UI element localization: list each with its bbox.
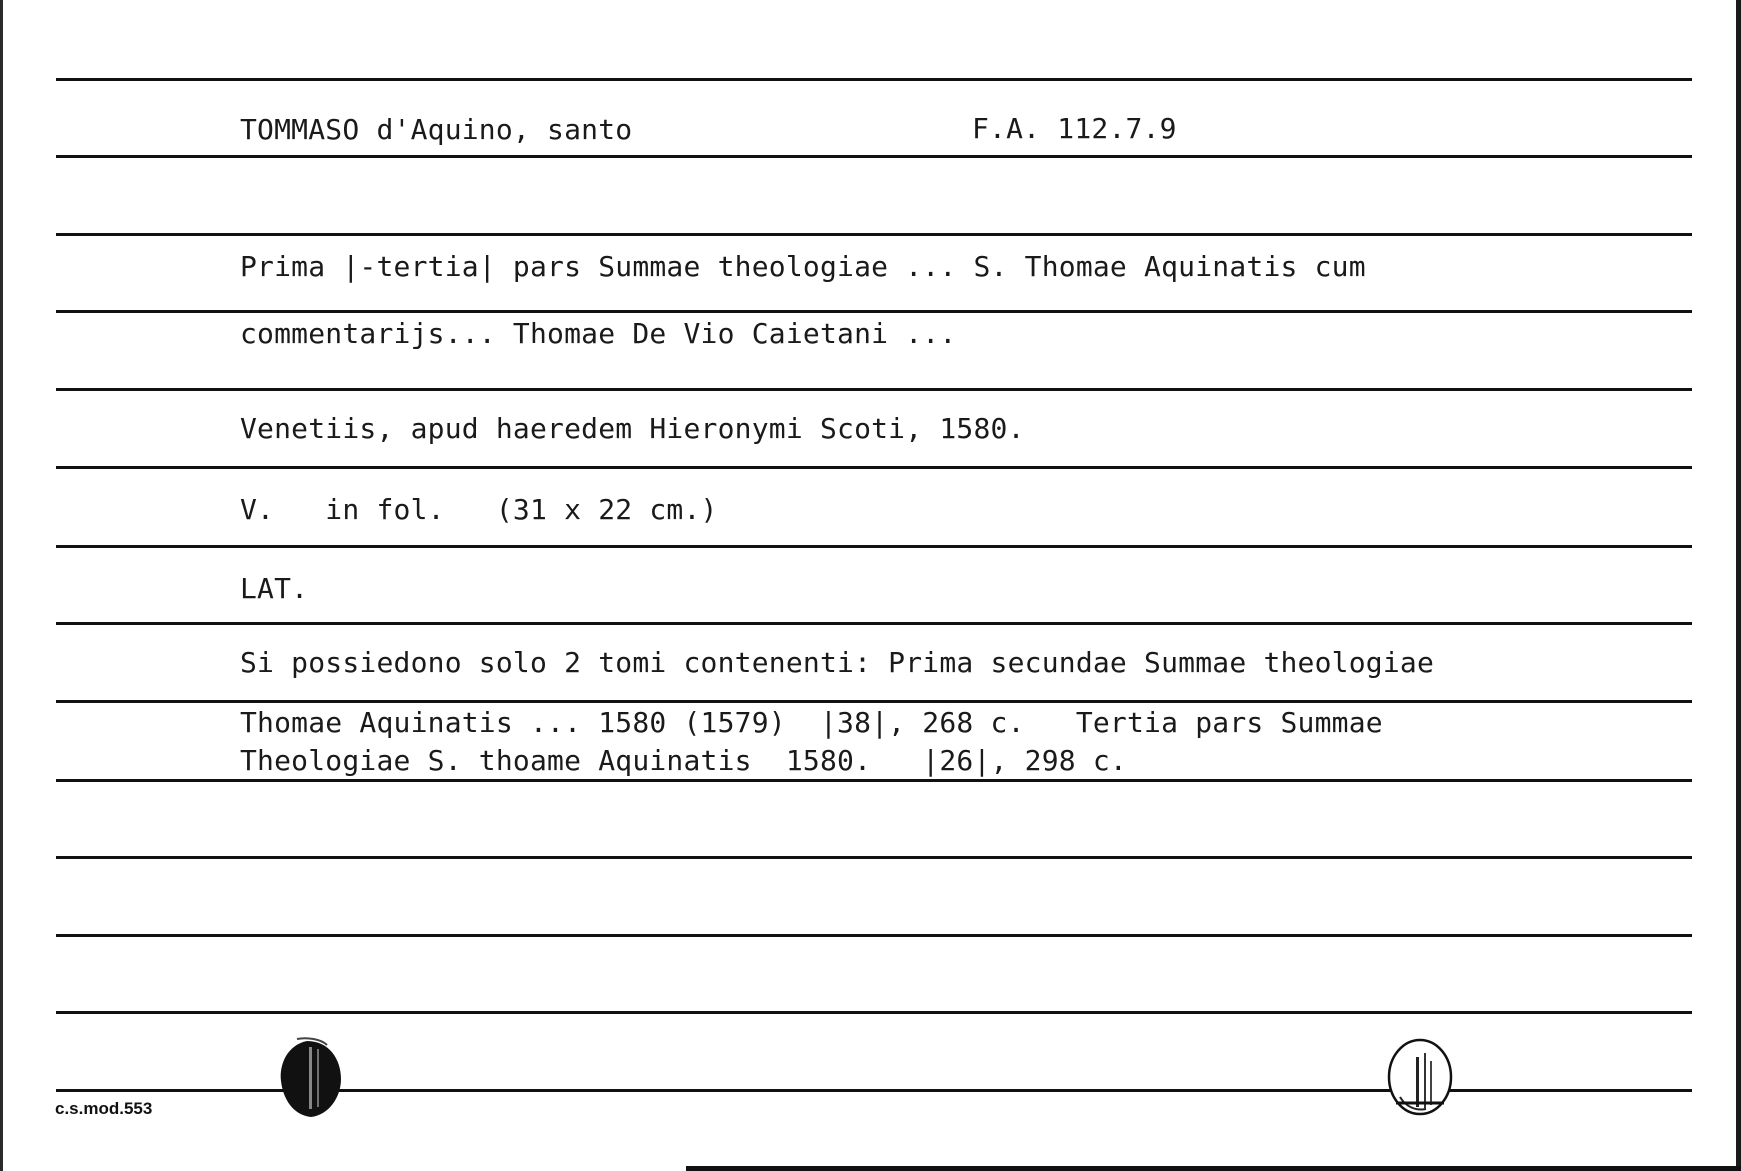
ruled-line	[56, 700, 1692, 703]
ruled-line	[56, 233, 1692, 236]
ruled-line	[56, 934, 1692, 937]
note-line: Theologiae S. thoame Aquinatis 1580. |26|, 298 c.	[240, 744, 1127, 777]
author-heading: TOMMASO d'Aquino, santo	[240, 113, 633, 146]
card-left-edge	[0, 0, 3, 1171]
ruled-line	[56, 78, 1692, 81]
note-line: Thomae Aquinatis ... 1580 (1579) |38|, 268 c. Tertia pars Summae	[240, 706, 1383, 739]
title-line: Prima |-tertia| pars Summae theologiae ... S. Thomae Aquinatis cum	[240, 250, 1366, 283]
language: LAT.	[240, 572, 309, 605]
ruled-line	[56, 466, 1692, 469]
imprint: Venetiis, apud haeredem Hieronymi Scoti, 1580.	[240, 412, 1025, 445]
physical-description: V. in fol. (31 x 22 cm.)	[240, 493, 718, 526]
ruled-line	[56, 779, 1692, 782]
ruled-line	[56, 310, 1692, 313]
card-right-edge	[1736, 0, 1741, 1171]
punch-hole-left	[277, 1037, 345, 1121]
title-line: commentarijs... Thomae De Vio Caietani ...	[240, 317, 957, 350]
note-line: Si possiedono solo 2 tomi contenenti: Prima secundae Summae theologiae	[240, 646, 1435, 679]
ruled-line	[56, 155, 1692, 158]
ruled-line	[56, 545, 1692, 548]
ruled-line	[56, 1011, 1692, 1014]
ruled-line	[56, 388, 1692, 391]
card-bottom-strip	[686, 1166, 1741, 1171]
ruled-line	[56, 856, 1692, 859]
ruled-line	[56, 622, 1692, 625]
form-code: c.s.mod.553	[55, 1099, 153, 1118]
punch-hole-right	[1386, 1037, 1454, 1121]
shelfmark: F.A. 112.7.9	[972, 112, 1177, 145]
